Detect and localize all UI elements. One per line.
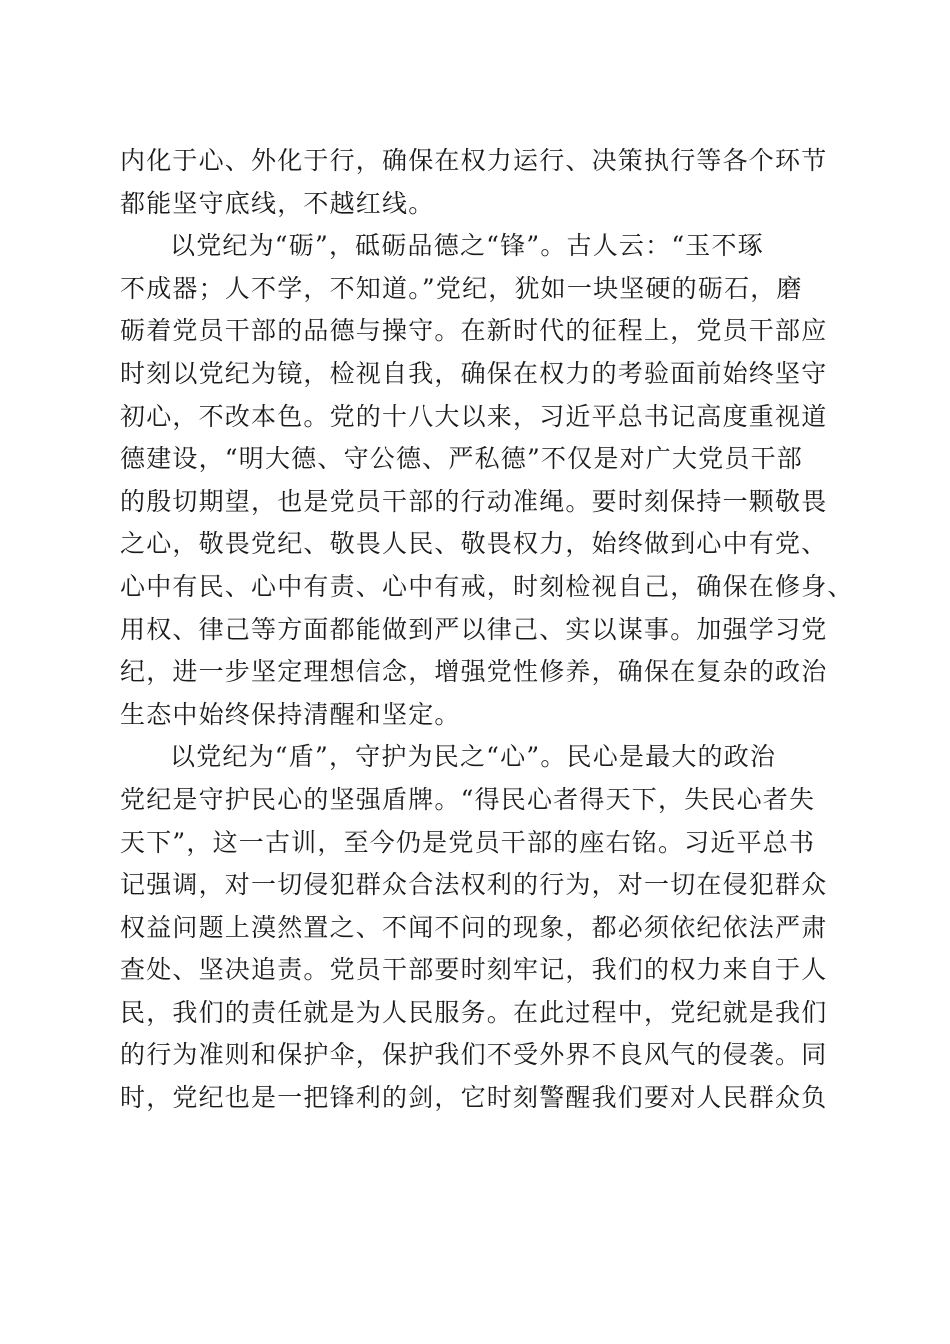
text-line: 民，我们的责任就是为人民服务。在此过程中，党纪就是我们 [120,997,828,1027]
text-line: 砺着党员干部的品德与操守。在新时代的征程上，党员干部应 [120,316,828,346]
text-line: 初心，不改本色。党的十八大以来，习近平总书记高度重视道 [120,401,828,431]
document-body [120,140,854,1120]
text-line: 德建设，“明大德、守公德、严私德”不仅是对广大党员干部 [120,444,803,474]
text-line: 记强调，对一切侵犯群众合法权利的行为，对一切在侵犯群众 [120,870,828,900]
text-line: 生态中始终保持清醒和坚定。 [120,699,461,729]
text-line: 心中有民、心中有责、心中有戒，时刻检视自己，确保在修身、 [120,571,854,601]
text-line: 内化于心、外化于行，确保在权力运行、决策执行等各个环节 [120,146,828,175]
text-line: 以党纪为“盾”，守护为民之“心”。民心是最大的政治 [170,742,777,772]
text-line: 不成器；人不学，不知道。”党纪，犹如一块坚硬的砺石，磨 [120,273,803,303]
text-line: 查处、坚决追责。党员干部要时刻牢记，我们的权力来自于人 [120,955,828,985]
text-line: 纪，进一步坚定理想信念，增强党性修养，确保在复杂的政治 [120,657,828,687]
text-line: 以党纪为“砺”，砥砺品德之“锋”。古人云：“玉不琢 [170,231,764,261]
text-line: 天下”，这一古训，至今仍是党员干部的座右铭。习近平总书 [120,827,816,857]
text-line: 权益问题上漠然置之、不闻不问的现象，都必须依纪依法严肃 [120,912,828,942]
text-line: 的殷切期望，也是党员干部的行动准绳。要时刻保持一颗敬畏 [120,486,828,516]
text-line: 时，党纪也是一把锋利的剑，它时刻警醒我们要对人民群众负 [120,1083,828,1113]
paragraph-3 [120,736,830,1119]
text-line: 的行为准则和保护伞，保护我们不受外界不良风气的侵袭。同 [120,1040,828,1070]
text-line: 用权、律己等方面都能做到严以律己、实以谋事。加强学习党 [120,614,828,644]
text-line: 党纪是守护民心的坚强盾牌。“得民心者得天下，失民心者失 [120,784,816,814]
text-line: 之心，敬畏党纪、敬畏人民、敬畏权力，始终做到心中有党、 [120,529,828,559]
paragraph-2 [120,225,854,736]
text-line: 都能坚守底线，不越红线。 [120,188,435,218]
paragraph-1 [120,140,830,225]
text-line: 时刻以党纪为镜，检视自我，确保在权力的考验面前始终坚守 [120,358,828,388]
